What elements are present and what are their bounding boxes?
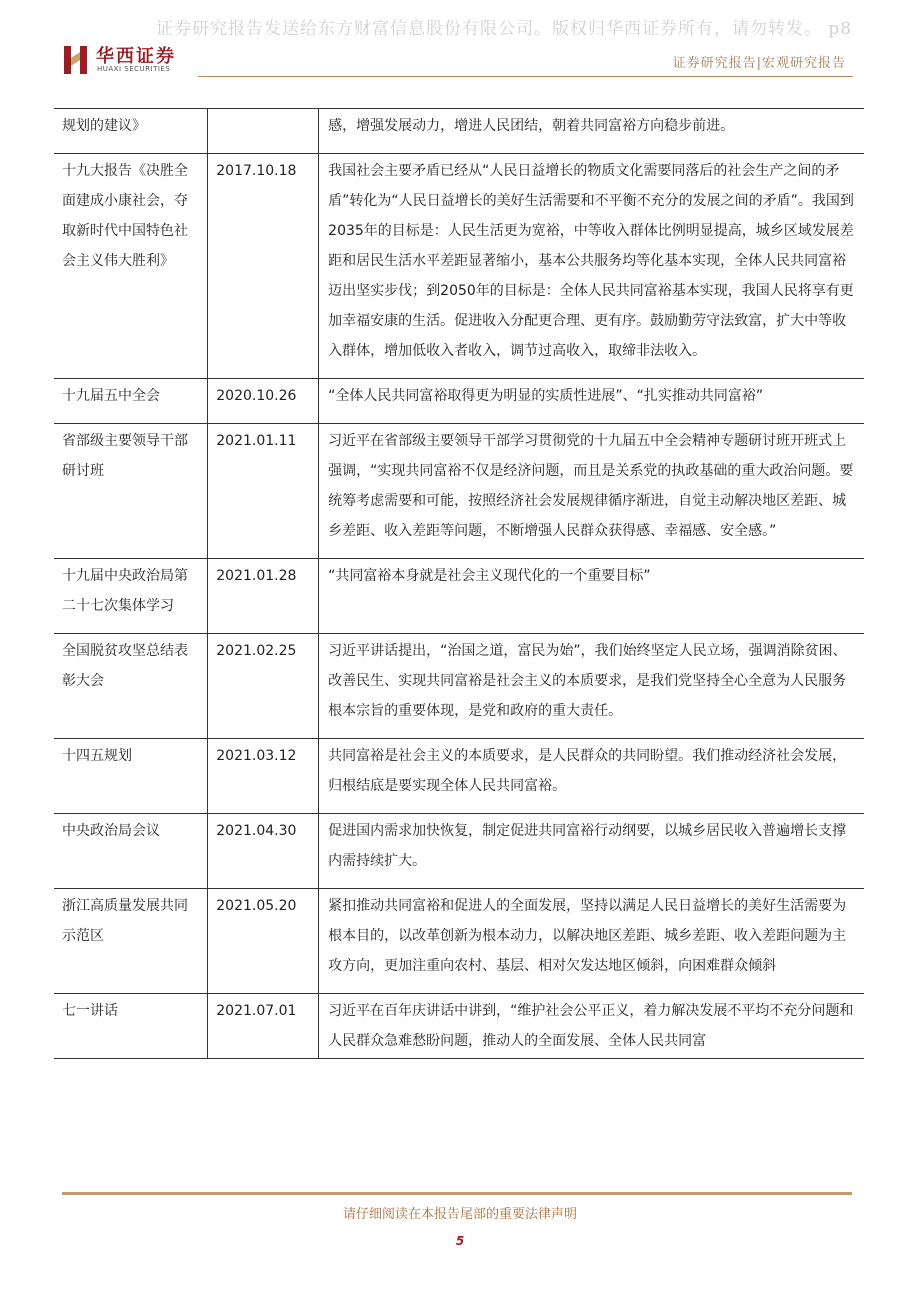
content-cell: “全体人民共同富裕取得更为明显的实质性进展”、“扎实推动共同富裕” [319,379,864,424]
date-cell: 2020.10.26 [208,379,319,424]
page-number: 5 [455,1234,465,1248]
header-divider [198,76,853,77]
content-cell: 促进国内需求加快恢复，制定促进共同富裕行动纲要，以城乡居民收入普遍增长支撑内需持续扩大。 [319,814,864,889]
content-cell: 习近平在百年庆讲话中讲到，“维护社会公平正义，着力解决发展不平均不充分问题和人民群众急难愁盼问题，推动人的全面发展、全体人民共同富 [319,994,864,1059]
table-row [54,424,864,559]
content-cell: 紧扣推动共同富裕和促进人的全面发展，坚持以满足人民日益增长的美好生活需要为根本目的，以改革创新为根本动力，以解决地区差距、城乡差距、收入差距问题为主攻方向，更加注重向农村、基层、相对欠发达地区倾斜，向困难群众倾斜 [319,889,864,994]
report-type-label: 证券研究报告|宏观研究报告 [672,56,846,71]
date-cell: 2021.07.01 [208,994,319,1059]
watermark-text: 证券研究报告发送给东方财富信息股份有限公司。版权归华西证券所有，请勿转发。 p8 [156,19,853,39]
date-cell: 2017.10.18 [208,154,319,379]
policy-timeline-table [54,108,864,1059]
event-cell: 十九届五中全会 [54,379,208,424]
legal-disclaimer-notice: 请仔细阅读在本报告尾部的重要法律声明 [342,1207,577,1222]
content-cell: 感，增强发展动力，增进人民团结，朝着共同富裕方向稳步前进。 [319,109,864,154]
footer-divider [62,1192,852,1195]
company-logo [62,42,192,76]
event-cell: 七一讲话 [54,994,208,1059]
table-row [54,559,864,634]
table-row [54,379,864,424]
event-cell: 全国脱贫攻坚总结表彰大会 [54,634,208,739]
content-cell: 习近平讲话提出，“治国之道，富民为始”，我们始终坚定人民立场，强调消除贫困、改善民生、实现共同富裕是社会主义的本质要求，是我们党坚持全心全意为人民服务根本宗旨的重要体现，是党和政府的重大责任。 [319,634,864,739]
table-row [54,109,864,154]
event-cell: 省部级主要领导干部研讨班 [54,424,208,559]
date-cell: 2021.05.20 [208,889,319,994]
content-cell: 习近平在省部级主要领导干部学习贯彻党的十九届五中全会精神专题研讨班开班式上强调，“实现共同富裕不仅是经济问题，而且是关系党的执政基础的重大政治问题。要统筹考虑需要和可能，按照经济社会发展规律循序渐进，自觉主动解决地区差距、城乡差距、收入差距等问题，不断增强人民群众获得感、幸福感、安全感。” [319,424,864,559]
date-cell [208,109,319,154]
date-cell: 2021.02.25 [208,634,319,739]
table-row [54,814,864,889]
event-cell: 规划的建议》 [54,109,208,154]
huaxi-logo-icon [62,42,90,76]
logo-text-en: HUAXI SECURITIES [97,65,171,73]
event-cell: 十九大报告《决胜全面建成小康社会，夺取新时代中国特色社会主义伟大胜利》 [54,154,208,379]
date-cell: 2021.01.11 [208,424,319,559]
event-cell: 浙江高质量发展共同示范区 [54,889,208,994]
event-cell: 十九届中央政治局第二十七次集体学习 [54,559,208,634]
table-row [54,154,864,379]
date-cell: 2021.04.30 [208,814,319,889]
date-cell: 2021.01.28 [208,559,319,634]
event-cell: 中央政治局会议 [54,814,208,889]
date-cell: 2021.03.12 [208,739,319,814]
table-row [54,889,864,994]
event-cell: 十四五规划 [54,739,208,814]
logo-text-cn: 华西证券 [96,46,176,67]
content-cell: 我国社会主要矛盾已经从“人民日益增长的物质文化需要同落后的社会生产之间的矛盾”转化为“人民日益增长的美好生活需要和不平衡不充分的发展之间的矛盾”。我国到2035年的目标是：人民生活更为宽裕，中等收入群体比例明显提高，城乡区域发展差距和居民生活水平差距显著缩小，基本公共服务均等化基本实现，全体人民共同富裕迈出坚实步伐；到2050年的目标是：全体人民共同富裕基本实现，我国人民将享有更加幸福安康的生活。促进收入分配更合理、更有序。鼓励勤劳守法致富，扩大中等收入群体，增加低收入者收入，调节过高收入，取缔非法收入。 [319,154,864,379]
table-row [54,634,864,739]
content-cell: “共同富裕本身就是社会主义现代化的一个重要目标” [319,559,864,634]
table-row [54,739,864,814]
table-row [54,994,864,1059]
content-cell: 共同富裕是社会主义的本质要求，是人民群众的共同盼望。我们推动经济社会发展，归根结底是要实现全体人民共同富裕。 [319,739,864,814]
